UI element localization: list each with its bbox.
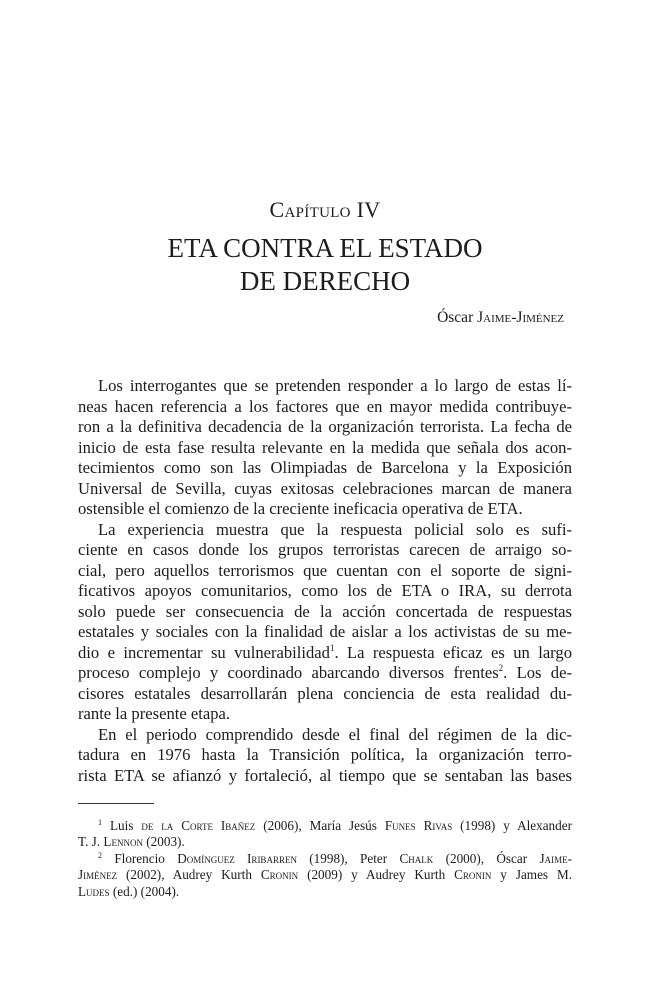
chapter-title-line-1: ETA CONTRA EL ESTADO bbox=[167, 233, 483, 263]
footnote-2-line: Ludes (ed.) (2004). bbox=[78, 883, 180, 899]
footnote-ref-1[interactable]: 1 bbox=[329, 642, 335, 653]
paragraph-line: proceso complejo y coordinado abarcando diversos frentes$^2$. Los de- bbox=[78, 663, 572, 682]
footnote-2-line: $^2$ Florencio Domínguez Iribarren (1998), Peter Chalk (2000), Óscar Jaime- bbox=[98, 850, 572, 866]
paragraph-line: ciente en casos donde los grupos terroristas carecen de arraigo so- bbox=[78, 540, 572, 559]
chapter-author: Óscar Jaime-Jiménez bbox=[437, 309, 564, 326]
paragraph-line: ron a la definitiva decadencia de la organización terrorista. La fecha de bbox=[78, 417, 572, 436]
footnote-separator bbox=[78, 803, 154, 804]
paragraph-line: tecimientos como son las Olimpiadas de Barcelona y la Exposición bbox=[78, 458, 572, 477]
paragraph-line: rante la presente etapa. bbox=[78, 704, 231, 723]
chapter-title-line-2: DE DERECHO bbox=[239, 266, 411, 296]
paragraph-line: cial, pero aquellos terrorismos que cuentan con el soporte de signi- bbox=[78, 560, 572, 580]
paragraph-line: inicio de esta fase resulta relevante en la medida que señala dos acon- bbox=[78, 437, 572, 457]
chapter-label: Capítulo IV bbox=[269, 197, 381, 222]
paragraph-line: En el periodo comprendido desde el final del régimen de la dic- bbox=[98, 724, 572, 744]
paragraph-line: ostensible el comienzo de la creciente ineficacia operativa de ETA. bbox=[78, 499, 523, 518]
paragraph-line: La experiencia muestra que la respuesta policial solo es sufi- bbox=[98, 519, 572, 539]
paragraph-line: ficativos apoyos comunitarios, como los de ETA o IRA, su derrota bbox=[78, 581, 572, 600]
footnotes bbox=[78, 818, 572, 900]
paragraph-line: cisores estatales desarrollarán plena conciencia de esta realidad du- bbox=[78, 683, 572, 703]
paragraph-line: estatales y sociales con la finalidad de aislar a los activistas de su me- bbox=[78, 622, 572, 641]
paragraph-line: rista ETA se afianzó y fortaleció, al tiempo que se sentaban las bases bbox=[78, 765, 572, 785]
body-text bbox=[78, 376, 572, 786]
paragraph-line: Universal de Sevilla, cuyas exitosas celebraciones marcan de manera bbox=[78, 478, 572, 498]
footnote-2-line: Jiménez (2002), Audrey Kurth Cronin (2009) y Audrey Kurth Cronin y James M. bbox=[78, 867, 572, 883]
paragraph-line: tadura en 1976 hasta la Transición política, la organización terro- bbox=[78, 745, 572, 764]
paragraph-line: dio e incrementar su vulnerabilidad$^1$. La respuesta eficaz es un largo bbox=[78, 642, 573, 662]
footnote-1-line: T. J. Lennon (2003). bbox=[78, 834, 185, 850]
chapter-title bbox=[0, 232, 650, 298]
footnote-ref-2[interactable]: 2 bbox=[498, 663, 504, 673]
paragraph-line: Los interrogantes que se pretenden responder a lo largo de estas lí- bbox=[98, 376, 572, 395]
footnote-1-line: $^1$ Luis de la Corte Ibañez (2006), María Jesús Funes Rivas (1998) y Alexander bbox=[98, 818, 572, 833]
paragraph-line: solo puede ser consecuencia de la acción concertada de respuestas bbox=[78, 601, 572, 621]
paragraph-line: neas hacen referencia a los factores que en mayor medida contribuye- bbox=[78, 396, 572, 416]
